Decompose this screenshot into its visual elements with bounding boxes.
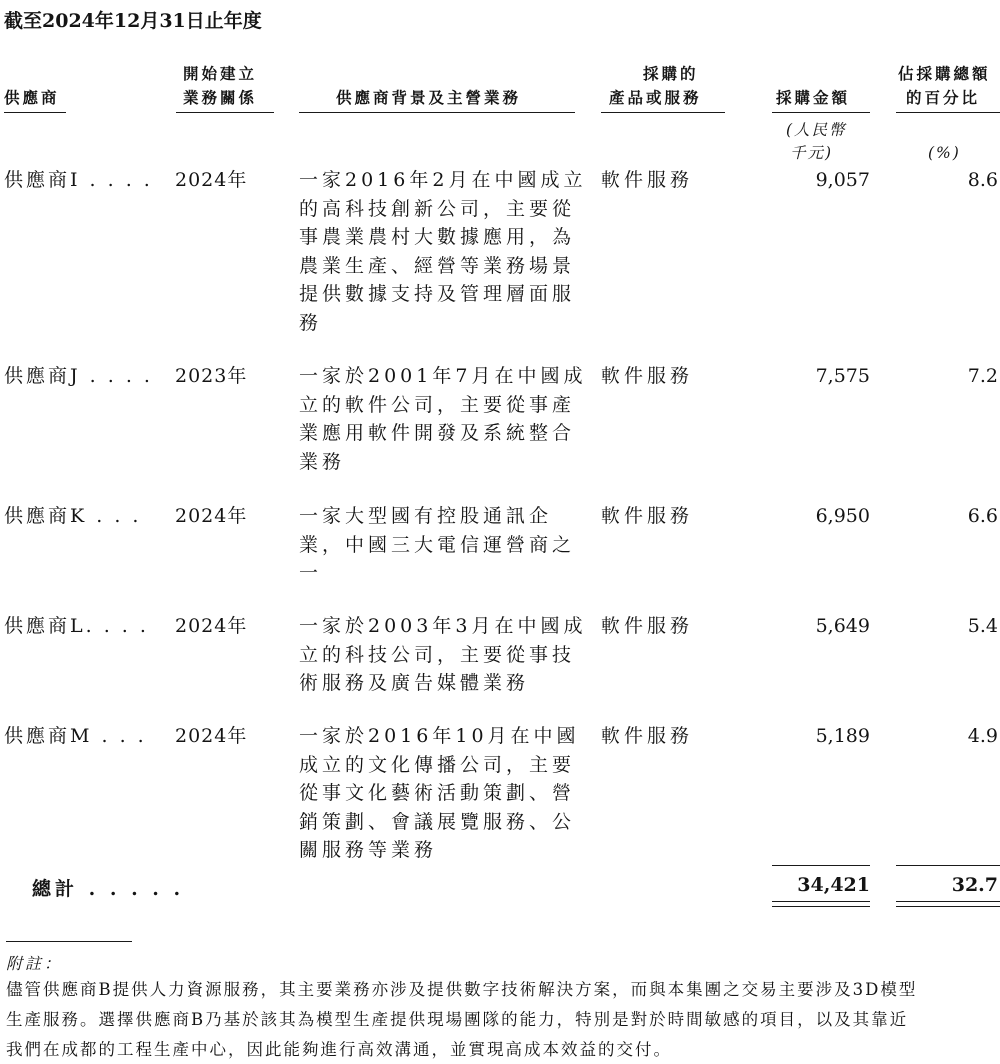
row-product: 軟件服務 — [601, 615, 694, 637]
header-products-line1: 採購的 — [643, 64, 699, 83]
row-description: 一家2016年2月在中國成立的高科技創新公司，主要從事農業農村大數據應用，為農業生產、經營等業務場景提供數據支持及管理層面服務 — [299, 169, 587, 334]
row-percentage: 6.6 — [967, 505, 998, 527]
total-amount: 34,421 — [797, 874, 870, 896]
row-supplier-name: 供應商K . . . — [4, 505, 142, 527]
header-relationship-line1: 開始建立 — [183, 64, 258, 83]
row-supplier-name: 供應商I . . . . — [4, 169, 153, 191]
header-products-line2: 產品或服務 — [609, 88, 702, 107]
row-percentage: 7.2 — [967, 365, 998, 387]
header-rule-background — [299, 112, 575, 113]
header-pct-line1: 佔採購總額 — [898, 64, 991, 83]
header-rule-products — [601, 112, 725, 113]
row-product: 軟件服務 — [601, 725, 694, 747]
header-rule-relationship — [176, 112, 274, 113]
row-start-year: 2023年 — [175, 365, 248, 387]
note-title: 附註： — [6, 954, 64, 973]
row-product: 軟件服務 — [601, 505, 694, 527]
total-double-rule-amount-1 — [772, 901, 870, 902]
note-line: 儘管供應商B提供人力資源服務，其主要業務亦涉及提供數字技術解決方案，而與本集團之交易主要涉及3D模型 — [6, 980, 918, 999]
header-amount: 採購金額 — [776, 88, 851, 107]
note-line: 我們在成都的工程生產中心，因此能夠進行高效溝通，並實現高成本效益的交付。 — [6, 1040, 672, 1059]
row-start-year: 2024年 — [175, 615, 248, 637]
row-supplier-name: 供應商L. . . . — [4, 615, 149, 637]
row-amount: 9,057 — [815, 169, 870, 191]
header-rule-amount — [772, 112, 870, 113]
row-description: 一家於2001年7月在中國成立的軟件公司，主要從事產業應用軟件開發及系統整合業務 — [299, 365, 587, 473]
row-supplier-name: 供應商M . . . — [4, 725, 147, 747]
row-start-year: 2024年 — [175, 169, 248, 191]
note-separator — [6, 941, 132, 942]
period-title: 截至2024年12月31日止年度 — [4, 10, 262, 32]
row-description: 一家於2016年10月在中國成立的文化傳播公司，主要從事文化藝術活動策劃、營銷策劃、會議展覽服務、公關服務等業務 — [299, 725, 580, 862]
row-start-year: 2024年 — [175, 725, 248, 747]
header-pct-line2: 的百分比 — [906, 88, 981, 107]
row-amount: 6,950 — [815, 505, 870, 527]
row-percentage: 4.9 — [967, 725, 998, 747]
total-percentage: 32.7 — [951, 874, 998, 896]
header-supplier: 供應商 — [4, 88, 60, 107]
header-rule-pct — [896, 112, 1000, 113]
row-product: 軟件服務 — [601, 365, 694, 387]
row-description: 一家大型國有控股通訊企業，中國三大電信運營商之一 — [299, 505, 576, 585]
unit-pct: (%) — [928, 144, 961, 162]
row-product: 軟件服務 — [601, 169, 694, 191]
note-line: 生產服務。選擇供應商B乃基於該其為模型生產提供現場團隊的能力，特別是對於時間敏感的項目，以及其靠近 — [6, 1010, 909, 1029]
header-relationship-line2: 業務關係 — [183, 88, 258, 107]
total-double-rule-pct-1 — [896, 901, 1000, 902]
unit-amount-line2: 千元) — [790, 144, 834, 162]
row-percentage: 5.4 — [967, 615, 998, 637]
row-amount: 5,649 — [815, 615, 870, 637]
row-percentage: 8.6 — [967, 169, 998, 191]
total-top-rule-amount — [772, 865, 870, 866]
row-amount: 7,575 — [815, 365, 870, 387]
row-start-year: 2024年 — [175, 505, 248, 527]
row-description: 一家於2003年3月在中國成立的科技公司，主要從事技術服務及廣告媒體業務 — [299, 615, 587, 695]
row-supplier-name: 供應商J . . . . — [4, 365, 153, 387]
total-double-rule-amount-2 — [772, 906, 870, 907]
total-double-rule-pct-2 — [896, 906, 1000, 907]
header-background: 供應商背景及主營業務 — [336, 88, 522, 107]
header-rule-supplier — [4, 112, 66, 113]
total-top-rule-pct — [896, 865, 1000, 866]
unit-amount-line1: (人民幣 — [786, 121, 847, 139]
total-label: 總計 . . . . . — [32, 878, 185, 900]
row-amount: 5,189 — [815, 725, 870, 747]
